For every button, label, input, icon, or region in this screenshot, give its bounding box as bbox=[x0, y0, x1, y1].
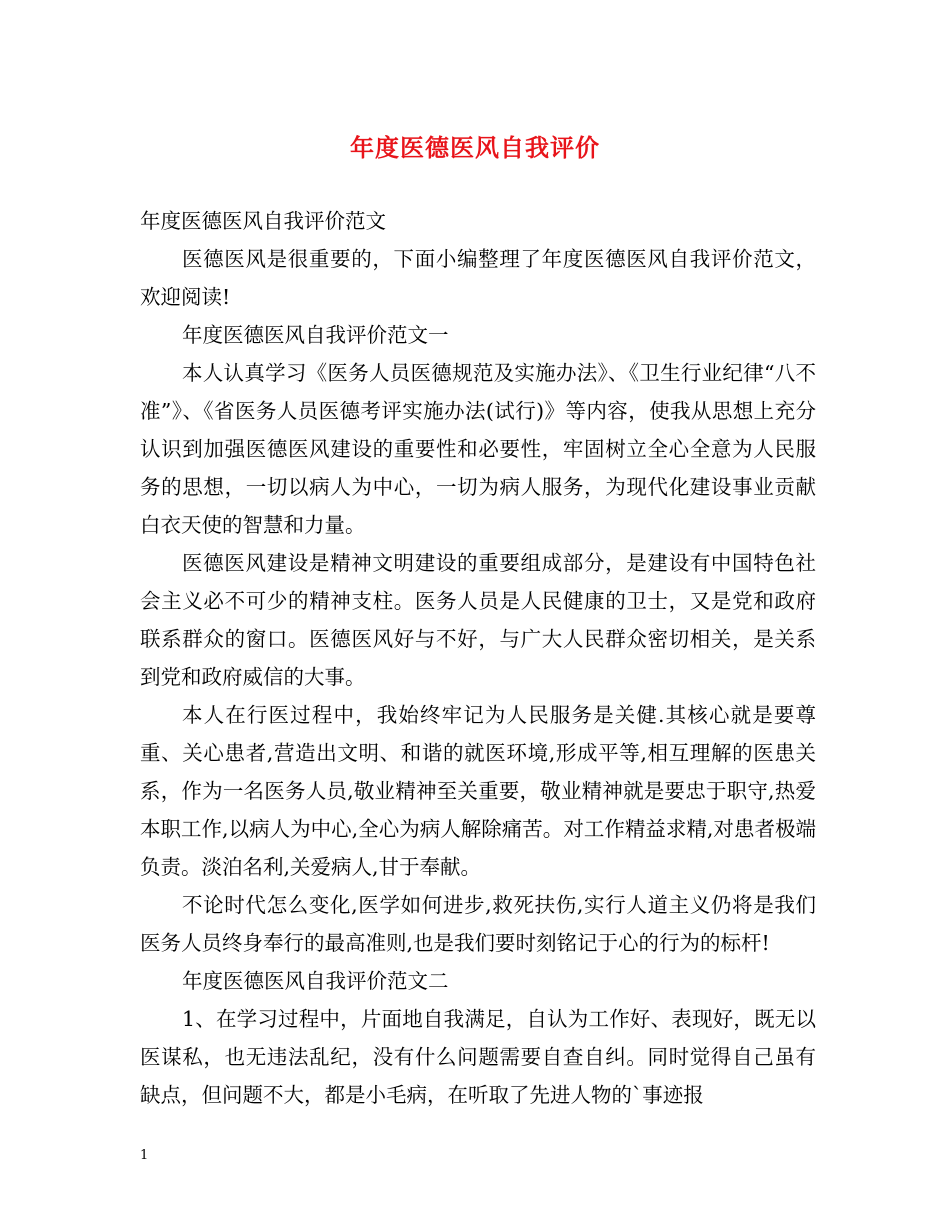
page-number: 1 bbox=[140, 1148, 149, 1163]
paragraph: 不论时代怎么变化,医学如何进步,救死扶伤,实行人道主义仍将是我们医务人员终身奉行的最高准则,也是我们要时刻铭记于心的行为的标杆! bbox=[140, 893, 816, 955]
paragraph: 本人认真学习《医务人员医德规范及实施办法》、《卫生行业纪律“八不准”》、《省医务人员医德考评实施办法(试行)》等内容，使我从思想上充分认识到加强医德医风建设的重要性和必要性，牢固树立全心全意为人民服务的思想，一切以病人为中心，一切为病人服务，为现代化建设事业贡献白衣天使的智慧和力量。 bbox=[140, 361, 816, 537]
paragraph-heading: 年度医德医风自我评价范文 bbox=[140, 209, 386, 233]
document-body bbox=[140, 202, 816, 1114]
paragraph-intro: 医德医风是很重要的，下面小编整理了年度医德医风自我评价范文，欢迎阅读! bbox=[140, 247, 816, 309]
paragraph: 本人在行医过程中，我始终牢记为人民服务是关健.其核心就是要尊重、关心患者,营造出文明、和谐的就医环境,形成平等,相互理解的医患关系，作为一名医务人员,敬业精神至关重要，敬业精神就是要忠于职守,热爱本职工作,以病人为中心,全心为病人解除痛苦。对工作精益求精,对患者极端负责。淡泊名利,关爱病人,甘于奉献。 bbox=[140, 703, 816, 879]
section-heading-one: 年度医德医风自我评价范文一 bbox=[182, 323, 449, 347]
paragraph: 1、在学习过程中，片面地自我满足，自认为工作好、表现好，既无以医谋私，也无违法乱纪，没有什么问题需要自查自纠。同时觉得自己虽有缺点，但问题不大，都是小毛病，在听取了先进人物的`事迹报 bbox=[140, 1007, 816, 1107]
paragraph: 医德医风建设是精神文明建设的重要组成部分，是建设有中国特色社会主义必不可少的精神支柱。医务人员是人民健康的卫士，又是党和政府联系群众的窗口。医德医风好与不好，与广大人民群众密切相关，是关系到党和政府威信的大事。 bbox=[140, 551, 816, 689]
document-title: 年度医德医风自我评价 bbox=[350, 133, 600, 162]
section-heading-two: 年度医德医风自我评价范文二 bbox=[182, 969, 449, 993]
